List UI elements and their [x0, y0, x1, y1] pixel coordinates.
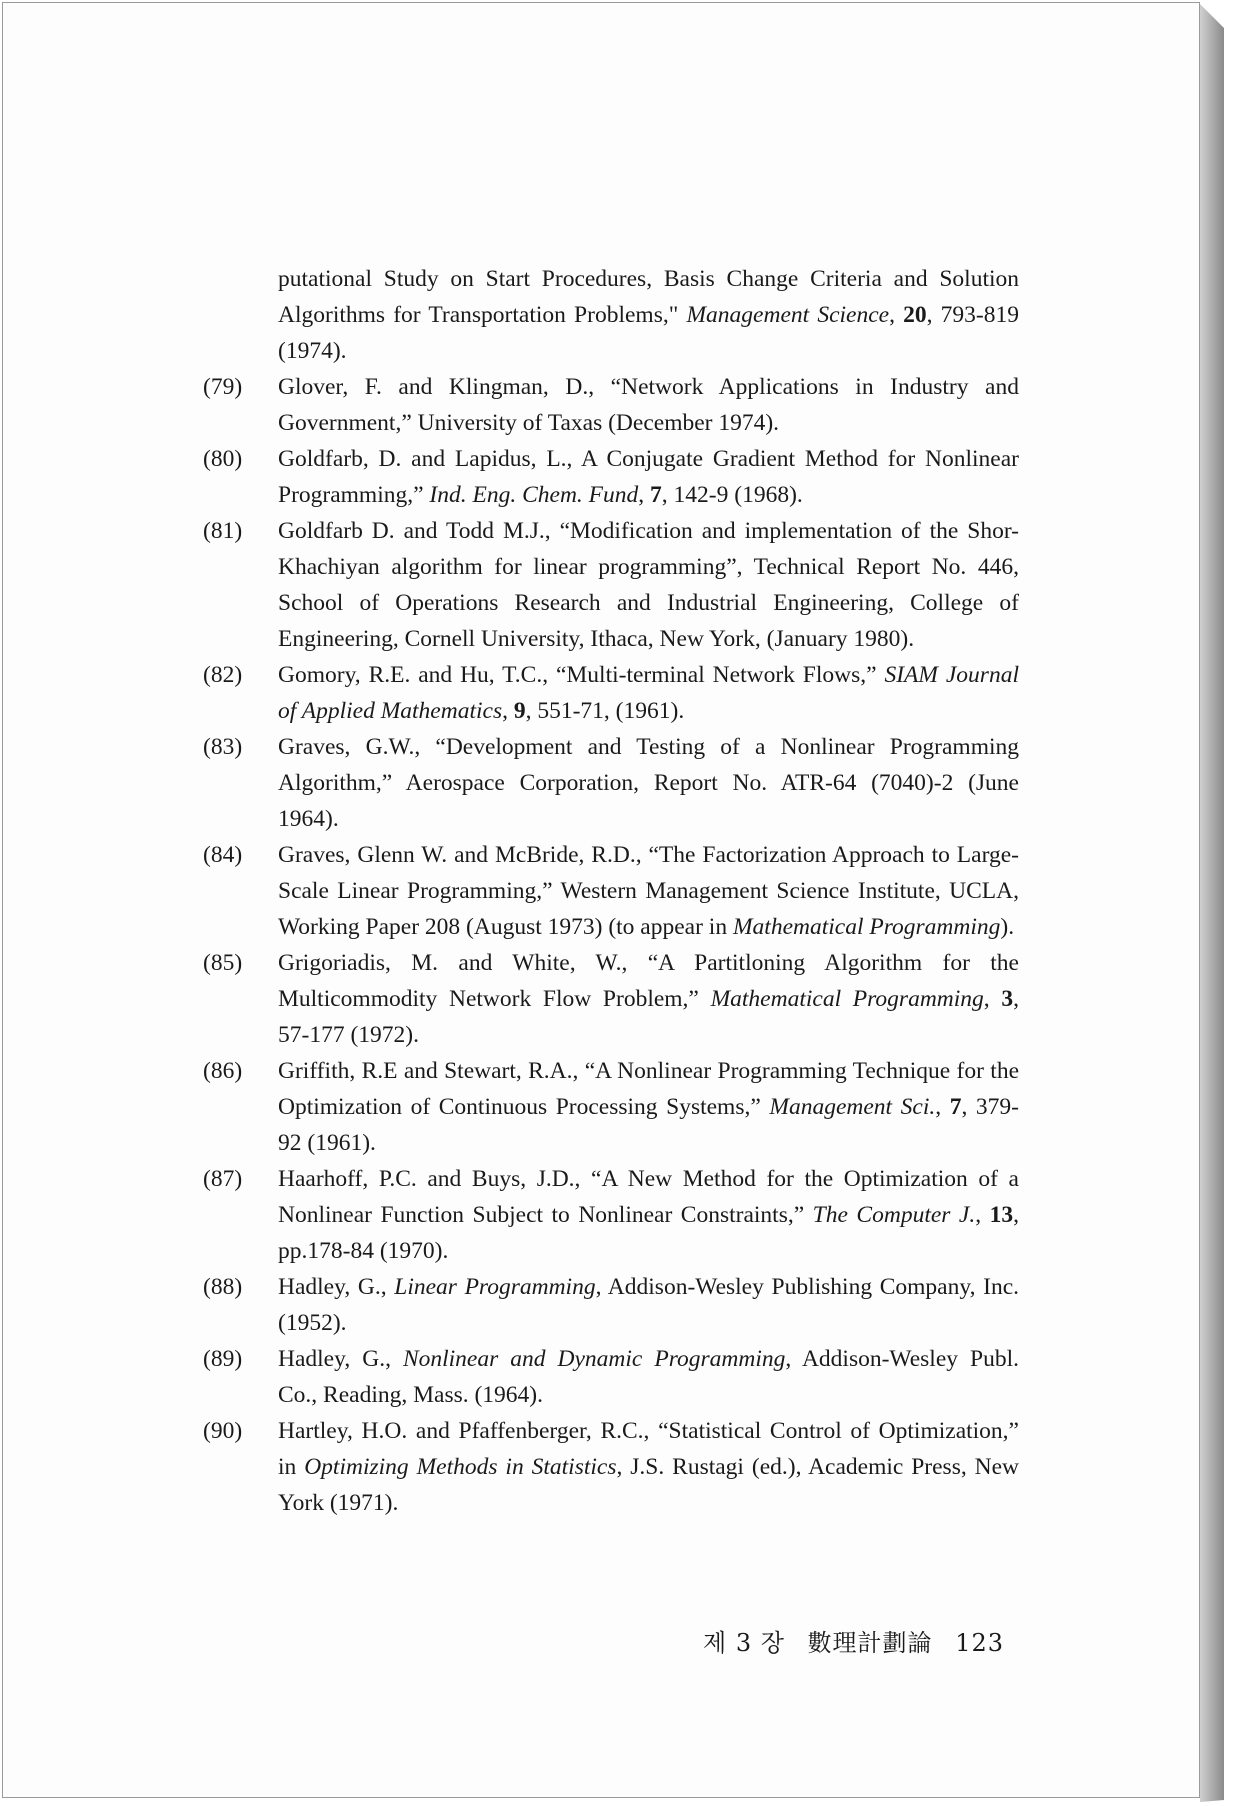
italic-title: SIAM Journal of Applied Mathematics — [278, 662, 1019, 724]
italic-title: Ind. Eng. Chem. Fund — [429, 482, 639, 508]
text-run: ). — [1000, 914, 1015, 940]
volume-number: 20 — [903, 302, 927, 328]
reference-text — [278, 1341, 1019, 1413]
reference-entry — [203, 657, 1019, 729]
text-run: Haarhoff, P.C. and Buys, J.D., “A New Method for the Optimization of a Nonlinear Function Subject to Nonlinear Constraints,” — [278, 1166, 1019, 1228]
reference-number: (86) — [203, 1058, 243, 1084]
reference-number: (84) — [203, 842, 243, 868]
reference-number: (88) — [203, 1274, 243, 1300]
reference-number: (83) — [203, 734, 243, 760]
reference-text — [278, 1413, 1019, 1521]
text-run: , — [975, 1202, 990, 1228]
text-run: , 57-177 (1972). — [278, 986, 1019, 1048]
page-footer — [703, 1623, 1018, 1658]
text-run: Griffith, R.E and Stewart, R.A., “A Nonlinear Programming Technique for the Optimization of Continuous Processing Systems,” — [278, 1058, 1019, 1120]
reference-text — [278, 657, 1019, 729]
reference-text — [278, 945, 1019, 1053]
reference-number: (85) — [203, 950, 243, 976]
reference-number: (89) — [203, 1346, 243, 1372]
text-run: Goldfarb, D. and Lapidus, L., A Conjugate Gradient Method for Nonlinear Programming,” — [278, 446, 1019, 508]
text-run: Grigoriadis, M. and White, W., “A Partitloning Algorithm for the Multicommodity Network Flow Problem,” — [278, 950, 1019, 1012]
reference-text — [278, 513, 1019, 657]
reference-entry — [203, 513, 1019, 657]
text-run: , Addison-Wesley Publishing Company, Inc. (1952). — [278, 1274, 1019, 1336]
italic-title: Optimizing Methods in Statistics — [304, 1454, 617, 1480]
reference-text — [278, 837, 1019, 945]
text-run: Hartley, H.O. and Pfaffenberger, R.C., “Statistical Control of Optimization,” in — [278, 1418, 1019, 1480]
volume-number: 9 — [513, 698, 526, 724]
volume-number: 7 — [949, 1094, 962, 1120]
reference-list — [203, 261, 1019, 1521]
reference-number: (79) — [203, 374, 243, 400]
text-run: putational Study on Start Procedures, Basis Change Criteria and Solution Algorithms for Transportation Problems," — [278, 266, 1019, 328]
reference-text — [278, 1053, 1019, 1161]
text-run: Goldfarb D. and Todd M.J., “Modification and implementation of the Shor-Khachiyan algorithm for linear programming”, Technical Report No. 446, School of Operations Research and Industrial Engineering, College of Engineering, Cornell University, Ithaca, New York, (January 1980). — [278, 518, 1019, 652]
chapter-title: 數理計劃論 — [807, 1629, 933, 1657]
text-run: , Addison-Wesley Publ. Co., Reading, Mass. (1964). — [278, 1346, 1019, 1408]
reference-entry — [203, 729, 1019, 837]
reference-number: (81) — [203, 518, 243, 544]
italic-title: Mathematical Programming — [732, 914, 1001, 940]
reference-number: (90) — [203, 1418, 243, 1444]
text-run: , — [983, 986, 1002, 1012]
volume-number: 13 — [989, 1202, 1014, 1228]
text-run: , — [638, 482, 651, 508]
text-run: , J.S. Rustagi (ed.), Academic Press, New York (1971). — [278, 1454, 1020, 1516]
text-run: , — [889, 302, 904, 328]
reference-text — [278, 369, 1019, 441]
reference-number: (82) — [203, 662, 243, 688]
reference-number: (80) — [203, 446, 243, 472]
italic-title: The Computer J. — [812, 1202, 976, 1228]
italic-title: Management Sci. — [769, 1094, 936, 1120]
reference-entry — [203, 369, 1019, 441]
text-run: , 551-71, (1961). — [525, 698, 685, 724]
text-run: Gomory, R.E. and Hu, T.C., “Multi-terminal Network Flows,” — [278, 662, 885, 688]
reference-text — [278, 441, 1019, 513]
reference-number: (87) — [203, 1166, 243, 1192]
volume-number: 3 — [1001, 986, 1014, 1012]
text-run: Hadley, G., — [278, 1274, 395, 1300]
reference-text — [278, 729, 1019, 837]
text-run: , 379-92 (1961). — [278, 1094, 1019, 1156]
chapter-label: 제 3 장 — [703, 1629, 785, 1657]
reference-entry — [203, 945, 1019, 1053]
italic-title: Nonlinear and Dynamic Programming — [402, 1346, 786, 1372]
reference-entry — [203, 1341, 1019, 1413]
document-page — [2, 2, 1200, 1798]
page-number: 123 — [955, 1629, 1004, 1657]
text-run: , — [502, 698, 514, 724]
reference-text — [278, 261, 1019, 369]
text-run: Graves, G.W., “Development and Testing of a Nonlinear Programming Algorithm,” Aerospace Corporation, Report No. ATR-64 (7040)-2 (June 1964). — [278, 734, 1019, 832]
text-run: Graves, Glenn W. and McBride, R.D., “The Factorization Approach to Large-Scale Linear Programming,” Western Management Science Institute, UCLA, Working Paper 208 (August 1973) (to appear in — [278, 842, 1019, 940]
text-run: Glover, F. and Klingman, D., “Network Applications in Industry and Government,” University of Taxas (December 1974). — [278, 374, 1019, 436]
reference-entries — [203, 369, 1019, 1521]
reference-entry — [203, 1161, 1019, 1269]
page-edge-shadow — [1200, 4, 1224, 1802]
italic-title: Management Science — [686, 302, 890, 328]
reference-text — [278, 1161, 1019, 1269]
reference-entry — [203, 837, 1019, 945]
reference-text — [278, 1269, 1019, 1341]
reference-entry — [203, 1413, 1019, 1521]
volume-number: 7 — [650, 482, 662, 508]
reference-continuation — [203, 261, 1019, 369]
text-run: , 793-819 (1974). — [278, 302, 1020, 364]
reference-entry — [203, 1053, 1019, 1161]
text-run: Hadley, G., — [278, 1346, 403, 1372]
italic-title: Linear Programming — [394, 1274, 596, 1300]
italic-title: Mathematical Programming — [710, 986, 984, 1012]
text-run: , 142-9 (1968). — [661, 482, 803, 508]
reference-entry — [203, 441, 1019, 513]
text-run: , pp.178-84 (1970). — [278, 1202, 1020, 1264]
reference-entry — [203, 1269, 1019, 1341]
text-run: , — [935, 1094, 950, 1120]
